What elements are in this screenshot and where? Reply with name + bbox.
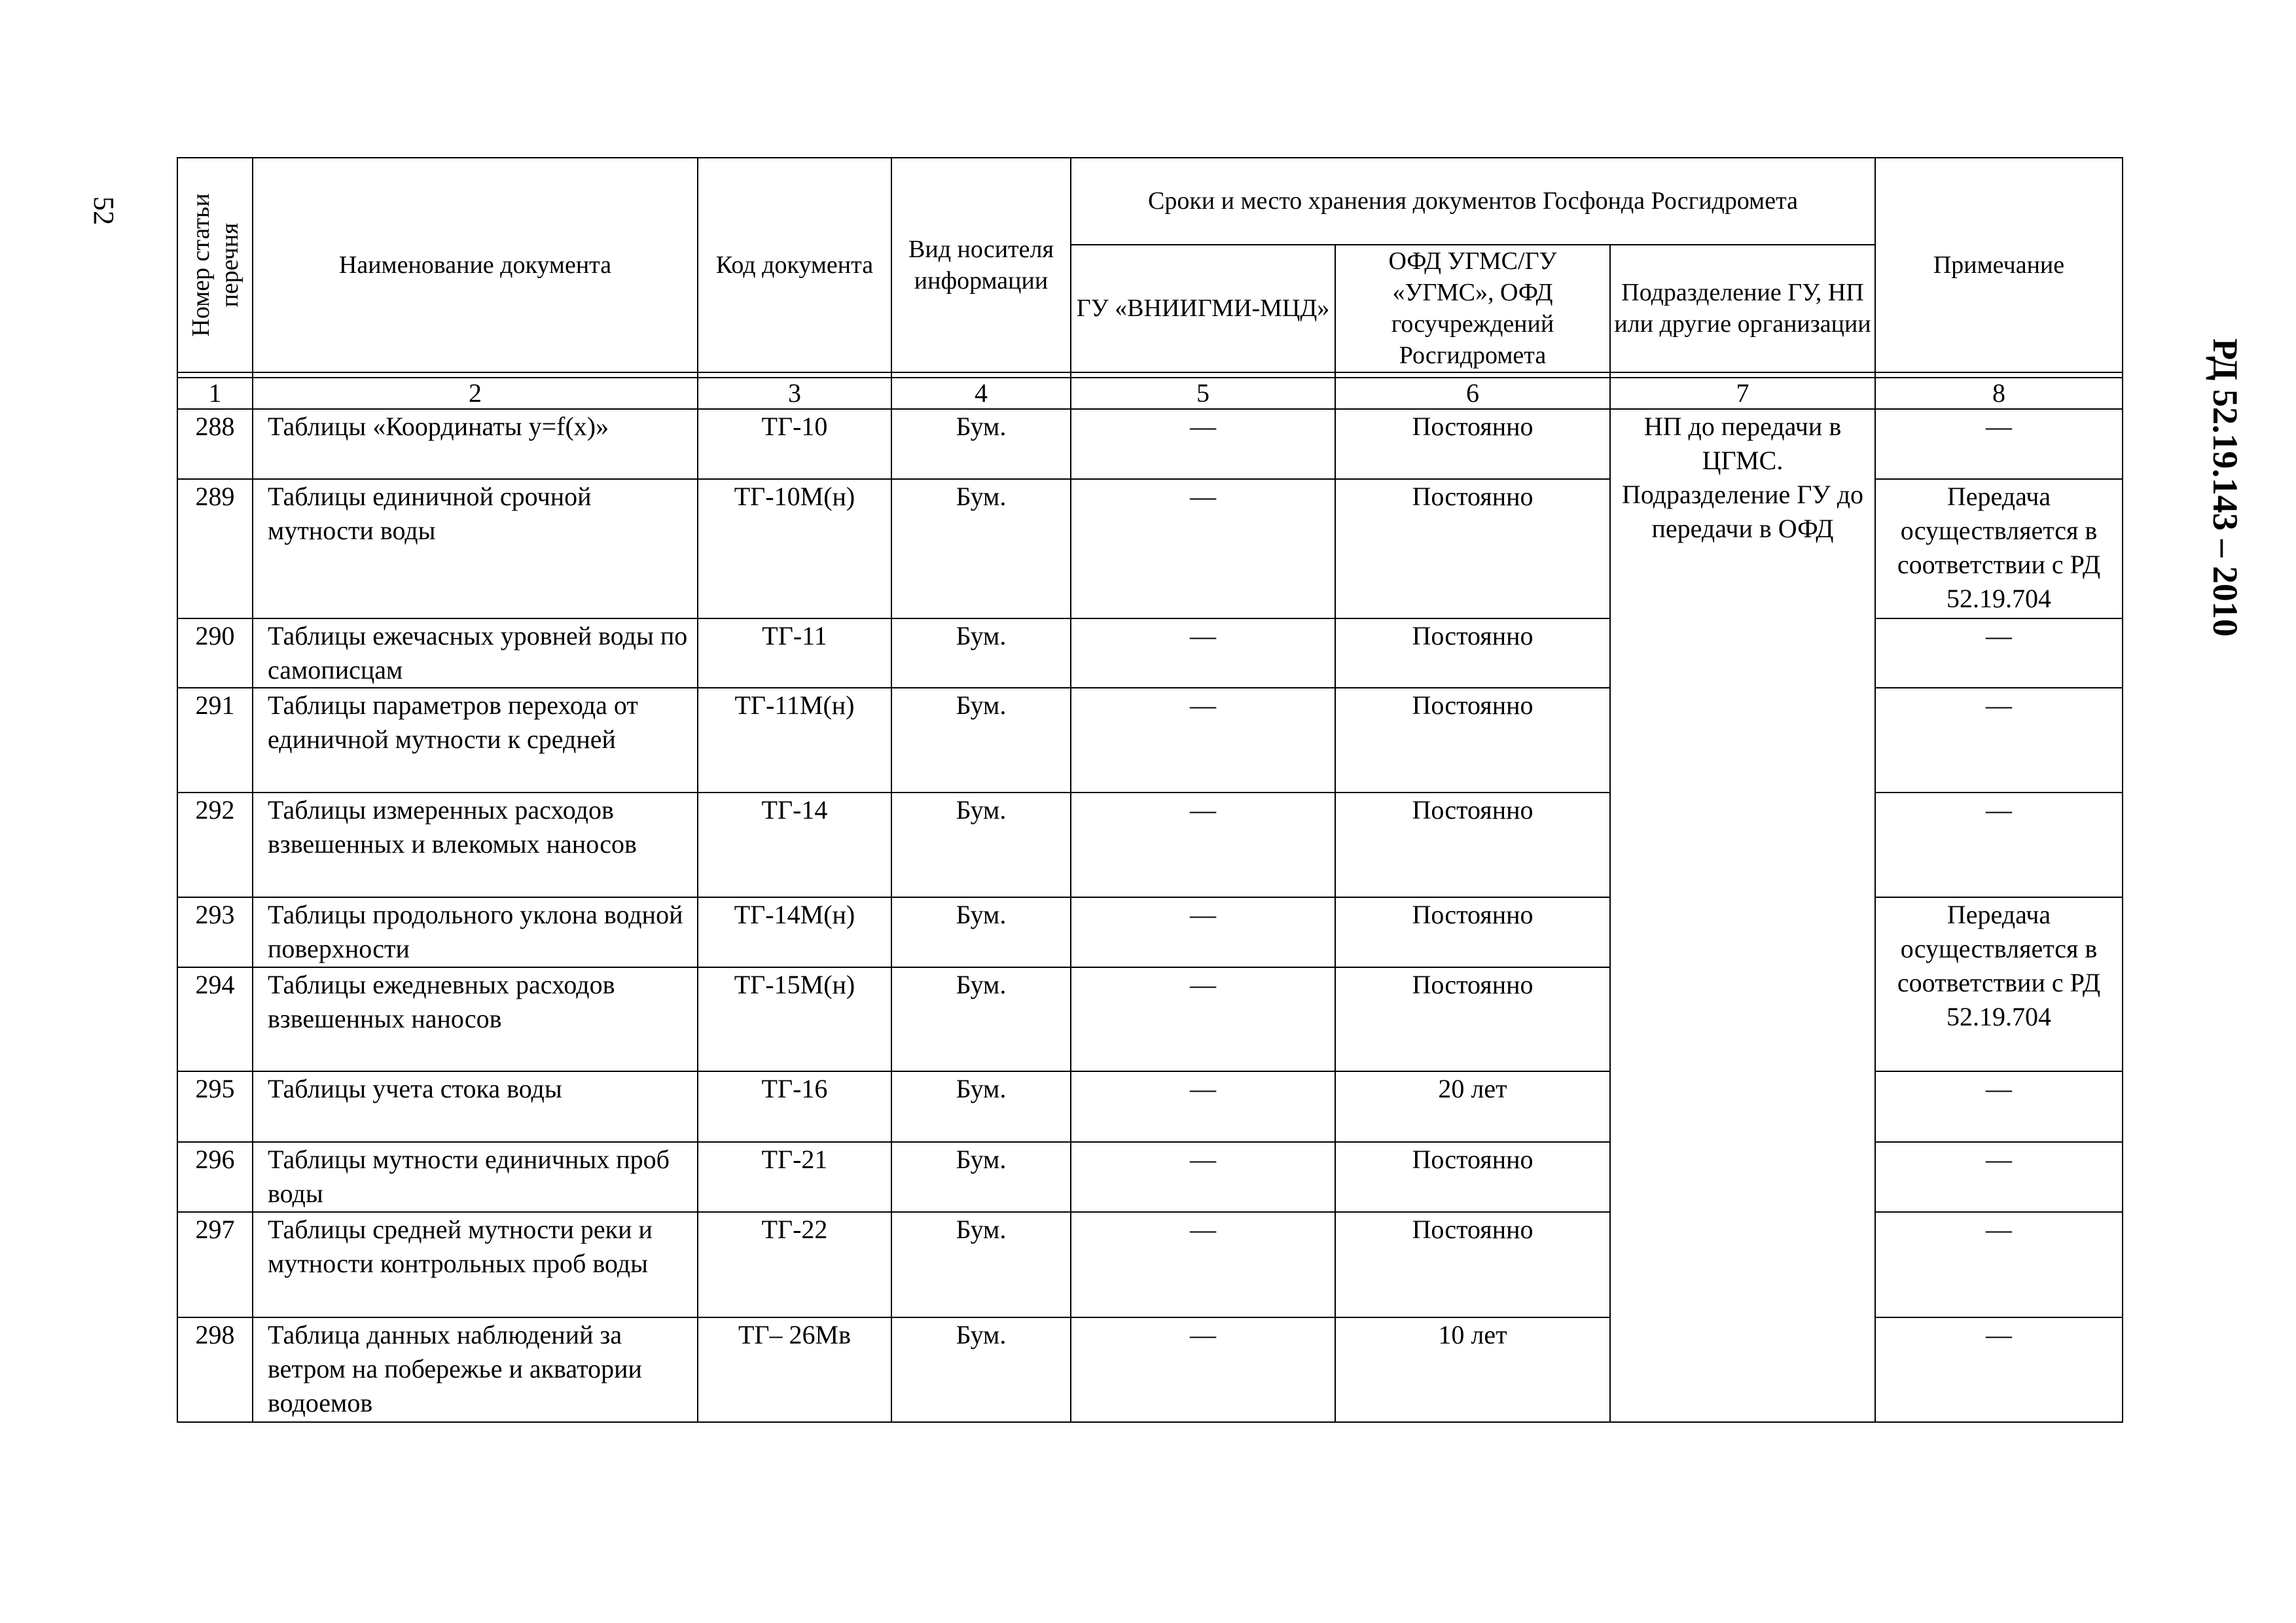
document-code: ТГ-11 xyxy=(698,618,891,688)
document-code: ТГ-10М(н) xyxy=(698,479,891,618)
medium: Бум. xyxy=(891,618,1071,688)
row-number: 298 xyxy=(177,1317,253,1422)
medium: Бум. xyxy=(891,1142,1071,1212)
medium: Бум. xyxy=(891,688,1071,793)
header-col-dept: Подразделение ГУ, НП или другие организации xyxy=(1610,245,1875,372)
document-code: ТГ-14 xyxy=(698,793,891,897)
gu-storage: — xyxy=(1071,1317,1335,1422)
gu-storage: — xyxy=(1071,967,1335,1071)
ofd-storage: Постоянно xyxy=(1335,967,1610,1071)
header-col-num: Номер статьи перечня xyxy=(177,158,253,372)
document-code: РД 52.19.143 – 2010 xyxy=(2206,338,2245,637)
header-row-1 xyxy=(177,158,2123,245)
note: — xyxy=(1875,409,2123,479)
column-number: 8 xyxy=(1875,378,2123,409)
row-number: 295 xyxy=(177,1071,253,1142)
medium: Бум. xyxy=(891,1317,1071,1422)
document-name: Таблица данных наблюдений за ветром на побережье и акватории водоемов xyxy=(253,1317,698,1422)
gu-storage: — xyxy=(1071,688,1335,793)
ofd-storage: 20 лет xyxy=(1335,1071,1610,1142)
row-number: 288 xyxy=(177,409,253,479)
document-code: ТГ-10 xyxy=(698,409,891,479)
row-number: 292 xyxy=(177,793,253,897)
ofd-storage: Постоянно xyxy=(1335,409,1610,479)
column-number: 7 xyxy=(1610,378,1875,409)
note: — xyxy=(1875,688,2123,793)
header-col-medium: Вид носителя информации xyxy=(891,158,1071,372)
document-name: Таблицы единичной срочной мутности воды xyxy=(253,479,698,618)
document-code: ТГ-14М(н) xyxy=(698,897,891,967)
medium: Бум. xyxy=(891,1212,1071,1317)
column-number: 3 xyxy=(698,378,891,409)
ofd-storage: 10 лет xyxy=(1335,1317,1610,1422)
document-name: Таблицы средней мутности реки и мутности контрольных проб воды xyxy=(253,1212,698,1317)
header-storage-group: Сроки и место хранения документов Госфонда Росгидромета xyxy=(1071,158,1875,245)
document-code: ТГ-22 xyxy=(698,1212,891,1317)
document-name: Таблицы измеренных расходов взвешенных и влекомых наносов xyxy=(253,793,698,897)
gu-storage: — xyxy=(1071,1142,1335,1212)
header-col-ofd: ОФД УГМС/ГУ «УГМС», ОФД госучреждений Росгидромета xyxy=(1335,245,1610,372)
note: Передача осуществляется в соответствии с РД 52.19.704 xyxy=(1875,479,2123,618)
column-number-row xyxy=(177,378,2123,409)
gu-storage: — xyxy=(1071,793,1335,897)
document-code: ТГ-11М(н) xyxy=(698,688,891,793)
note: — xyxy=(1875,1212,2123,1317)
row-number: 293 xyxy=(177,897,253,967)
header-col-gu: ГУ «ВНИИГМИ-МЦД» xyxy=(1071,245,1335,372)
column-number: 6 xyxy=(1335,378,1610,409)
ofd-storage: Постоянно xyxy=(1335,1212,1610,1317)
header-col-name: Наименование документа xyxy=(253,158,698,372)
medium: Бум. xyxy=(891,793,1071,897)
row-number: 290 xyxy=(177,618,253,688)
page-number: 52 xyxy=(88,196,120,225)
gu-storage: — xyxy=(1071,618,1335,688)
note: — xyxy=(1875,1142,2123,1212)
ofd-storage: Постоянно xyxy=(1335,897,1610,967)
table-row xyxy=(177,409,2123,479)
ofd-storage: Постоянно xyxy=(1335,618,1610,688)
medium: Бум. xyxy=(891,479,1071,618)
gu-storage: — xyxy=(1071,1212,1335,1317)
medium: Бум. xyxy=(891,1071,1071,1142)
gu-storage: — xyxy=(1071,897,1335,967)
document-code: ТГ– 26Мв xyxy=(698,1317,891,1422)
column-number: 5 xyxy=(1071,378,1335,409)
column-number: 1 xyxy=(177,378,253,409)
ofd-storage: Постоянно xyxy=(1335,793,1610,897)
document-name: Таблицы ежедневных расходов взвешенных наносов xyxy=(253,967,698,1071)
medium: Бум. xyxy=(891,897,1071,967)
document-code: ТГ-15М(н) xyxy=(698,967,891,1071)
note: — xyxy=(1875,618,2123,688)
medium: Бум. xyxy=(891,967,1071,1071)
document-code: ТГ-21 xyxy=(698,1142,891,1212)
ofd-storage: Постоянно xyxy=(1335,688,1610,793)
gu-storage: — xyxy=(1071,479,1335,618)
header-col-note: Примечание xyxy=(1875,158,2123,372)
note: Передача осуществляется в соответствии с РД 52.19.704 xyxy=(1875,897,2123,1071)
dept-merged-cell: НП до передачи в ЦГМС. Подразделение ГУ до передачи в ОФД xyxy=(1610,409,1875,1422)
gu-storage: — xyxy=(1071,1071,1335,1142)
header-col-code: Код документа xyxy=(698,158,891,372)
document-name: Таблицы учета стока воды xyxy=(253,1071,698,1142)
document-name: Таблицы «Координаты y=f(x)» xyxy=(253,409,698,479)
row-number: 296 xyxy=(177,1142,253,1212)
note: — xyxy=(1875,793,2123,897)
gu-storage: — xyxy=(1071,409,1335,479)
column-number: 2 xyxy=(253,378,698,409)
document-name: Таблицы продольного уклона водной поверхности xyxy=(253,897,698,967)
document-name: Таблицы параметров перехода от единичной мутности к средней xyxy=(253,688,698,793)
row-number: 291 xyxy=(177,688,253,793)
ofd-storage: Постоянно xyxy=(1335,1142,1610,1212)
row-number: 297 xyxy=(177,1212,253,1317)
row-number: 289 xyxy=(177,479,253,618)
document-retention-table xyxy=(177,157,2123,1423)
document-code: ТГ-16 xyxy=(698,1071,891,1142)
column-number: 4 xyxy=(891,378,1071,409)
ofd-storage: Постоянно xyxy=(1335,479,1610,618)
medium: Бум. xyxy=(891,409,1071,479)
note: — xyxy=(1875,1071,2123,1142)
row-number: 294 xyxy=(177,967,253,1071)
header-separator xyxy=(177,372,2123,378)
document-name: Таблицы мутности единичных проб воды xyxy=(253,1142,698,1212)
document-name: Таблицы ежечасных уровней воды по самописцам xyxy=(253,618,698,688)
note: — xyxy=(1875,1317,2123,1422)
